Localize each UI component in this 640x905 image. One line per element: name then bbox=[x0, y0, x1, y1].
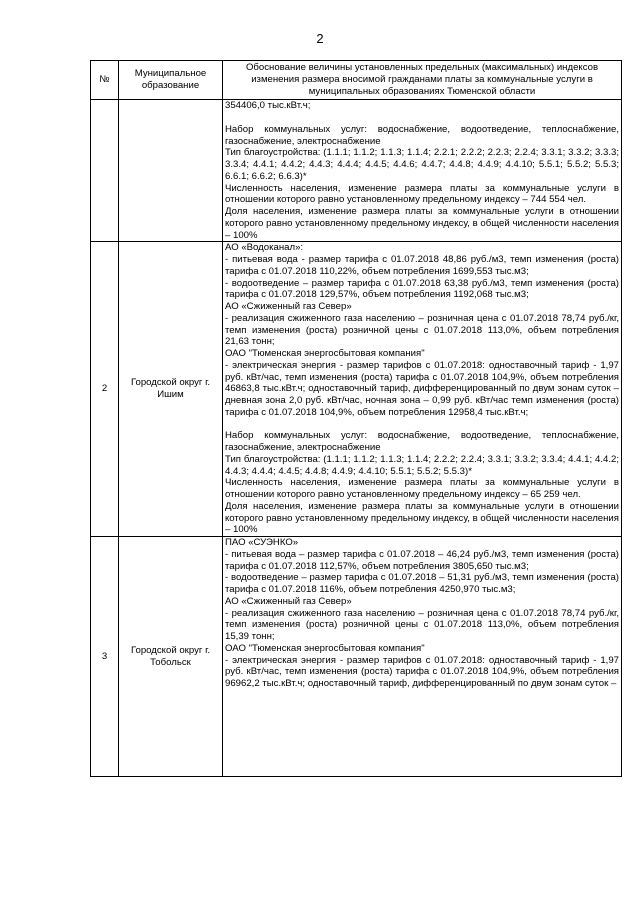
page-number: 2 bbox=[316, 31, 324, 46]
paragraph: ОАО "Тюменская энергосбытовая компания" bbox=[225, 348, 425, 359]
paragraph: АО «Сжиженный газ Север» bbox=[225, 301, 352, 312]
row-municipality bbox=[119, 100, 223, 242]
row-justification bbox=[223, 242, 622, 537]
paragraph: АО «Водоканал»: bbox=[225, 242, 304, 254]
paragraph: - питьевая вода - размер тарифа с 01.07.2018 48,86 руб./м3, темп изменения (роста) тарифа с 01.07.2018 110,22%, объем потребления 1699,553 тыс.м3; bbox=[225, 254, 619, 277]
row-number: 3 bbox=[91, 537, 119, 777]
paragraph: - электрическая энергия - размер тарифов с 01.07.2018: одноставочный тариф - 1,97 руб. кВт/час, темп изменения (роста) тарифа с 01.07.2018 104,9%, объем потребления 96962,2 тыс.кВт.ч; одноставочный тариф, дифференцированный по двум зонам суток – bbox=[225, 654, 619, 689]
paragraph: Численность населения, изменение размера платы за коммунальные услуги в отношении которого равно установленному предельному индексу – 744 554 чел. bbox=[225, 182, 619, 206]
table-row bbox=[91, 537, 622, 777]
paragraph: - реализация сжиженного газа населению – розничная цена с 01.07.2018 78,74 руб./кг, темп изменения (роста) розничной цены с 01.07.2018 113,0%, объем потребления 15,39 тонн; bbox=[225, 607, 619, 642]
paragraph: 354406,0 тыс.кВт.ч; bbox=[225, 100, 311, 112]
row-justification bbox=[223, 100, 622, 242]
paragraph: ОАО "Тюменская энергосбытовая компания" bbox=[225, 642, 425, 654]
table-row bbox=[91, 100, 622, 242]
paragraph: ПАО «СУЭНКО» bbox=[225, 537, 299, 548]
table-header-row bbox=[91, 61, 622, 100]
paragraph: Доля населения, изменение размера платы за коммунальные услуги в отношении которого равно установленному предельному индексу, в общей численности населения – 100% bbox=[225, 206, 619, 241]
paragraph: Численность населения, изменение размера платы за коммунальные услуги в отношении которого равно установленному предельному индексу – 65 259 чел. bbox=[225, 477, 619, 500]
paragraph: Тип благоустройства: (1.1.1; 1.1.2; 1.1.3; 1.1.4; 2.2.2; 2.2.4; 3.3.1; 3.3.2; 3.3.4; 4.4.1; 4.4.2; 4.4.3; 4.4.4; 4.4.5; 4.4.8; 4.4.9; 4.4.10; 5.5.1; 5.5.2; 5.5.3)* bbox=[225, 453, 619, 477]
tariff-justification-table bbox=[90, 60, 622, 777]
paragraph: - водоотведение – размер тарифа с 01.07.2018 – 51,31 руб./м3, темп изменения (роста) тарифа с 01.07.2018 116%, объем потребления 4250,970 тыс.м3; bbox=[225, 572, 619, 595]
paragraph: Набор коммунальных услуг: водоснабжение, водоотведение, теплоснабжение, газоснабжение, электроснабжение bbox=[225, 123, 619, 147]
paragraph bbox=[225, 112, 619, 124]
paragraph: Тип благоустройства: (1.1.1; 1.1.2; 1.1.3; 1.1.4; 2.2.1; 2.2.2; 2.2.3; 2.2.4; 3.3.1; 3.3.2; 3.3.3; 3.3.4; 4.4.1; 4.4.2; 4.4.3; 4.4.4; 4.4.5; 4.4.6; 4.4.7; 4.4.8; 4.4.9; 4.4.10; 5.5.1; 5.5.2; 5.5.3; 6.6.1; 6.6.2; 6.6.3)* bbox=[225, 147, 619, 182]
row-municipality: Городской округ г. Тобольск bbox=[119, 537, 223, 777]
row-municipality: Городской округ г. Ишим bbox=[119, 242, 223, 537]
header-number: № bbox=[91, 61, 119, 100]
header-justification: Обоснование величины установленных предельных (максимальных) индексов изменения размера вносимой гражданами платы за коммунальные услуги в муниципальных образованиях Тюменской области bbox=[223, 61, 622, 100]
paragraph: - электрическая энергия - размер тарифов с 01.07.2018: одноставочный тариф - 1,97 руб. кВт/час, темп изменения (роста) тарифа с 01.07.2018 104,9%, объем потребления 46863,8 тыс.кВт.ч; одноставочный тариф, дифференцированный по двум зонам суток – дневная зона 2,0 руб. кВт/час, ночная зона – 0,99 руб. кВт/час темп изменения (роста) тарифа с 01.07.2018 104,9%, объем потребления 12958,4 тыс.кВт.ч; bbox=[225, 359, 619, 418]
paragraph: - реализация сжиженного газа населению – розничная цена с 01.07.2018 78,74 руб./кг, темп изменения (роста) розничной цены с 01.07.2018 113,0%, объем потребления 21,63 тонн; bbox=[225, 312, 619, 348]
paragraph: АО «Сжиженный газ Север» bbox=[225, 595, 352, 607]
row-number: 2 bbox=[91, 242, 119, 537]
paragraph: Набор коммунальных услуг: водоснабжение, водоотведение, теплоснабжение, газоснабжение, электроснабжение bbox=[225, 430, 619, 453]
paragraph: - водоотведение – размер тарифа с 01.07.2018 63,38 руб./м3, темп изменения (роста) тарифа с 01.07.2018 129,57%, объем потребления 1192,068 тыс.м3; bbox=[225, 277, 619, 301]
paragraph bbox=[225, 419, 619, 431]
paragraph: Доля населения, изменение размера платы за коммунальные услуги в отношении которого равно установленному предельному индексу, в общей численности населения – 100% bbox=[225, 500, 619, 536]
table-row bbox=[91, 242, 622, 537]
paragraph: - питьевая вода – размер тарифа с 01.07.2018 – 46,24 руб./м3, темп изменения (роста) тарифа с 01.07.2018 112,57%, объем потребления 3805,650 тыс.м3; bbox=[225, 548, 619, 572]
header-municipality: Муниципальное образование bbox=[119, 61, 223, 100]
row-justification-content bbox=[225, 537, 619, 776]
row-justification bbox=[223, 537, 622, 777]
row-number bbox=[91, 100, 119, 242]
